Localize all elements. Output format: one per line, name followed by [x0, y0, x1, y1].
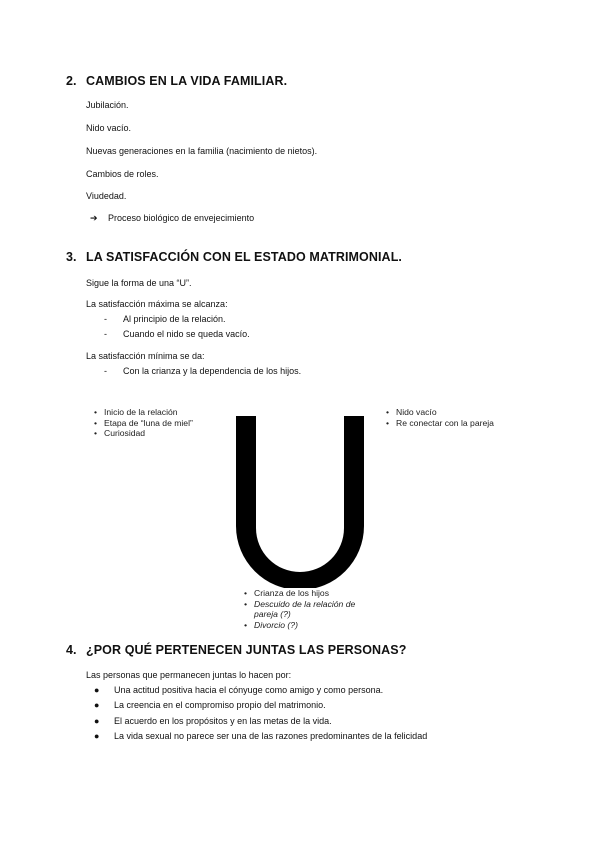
max-satisfaction-label: La satisfacción máxima se alcanza: — [86, 299, 228, 309]
section-4-intro: Las personas que permanecen juntas lo hacen por: — [86, 670, 292, 680]
bullet-marker: ● — [94, 685, 100, 695]
list-item: Jubilación. — [86, 100, 129, 110]
figure-text: Descuido de la relación de — [254, 599, 356, 609]
figure-bottom-item — [244, 588, 329, 598]
list-item-text: Con la crianza y la dependencia de los hijos. — [123, 366, 302, 376]
bullet-marker: ● — [94, 700, 100, 710]
list-item-text: Cuando el nido se queda vacío. — [123, 329, 250, 339]
bullet-marker: • — [94, 428, 98, 438]
list-item-text: Al principio de la relación. — [123, 314, 226, 324]
bullet-marker: • — [244, 588, 248, 598]
figure-bottom-item — [244, 620, 298, 630]
figure-right-item — [386, 407, 437, 417]
list-item — [104, 365, 301, 377]
section-2-title: CAMBIOS EN LA VIDA FAMILIAR. — [86, 74, 288, 88]
figure-bottom-continuation: pareja (?) — [254, 609, 291, 619]
bullet-marker: • — [386, 407, 390, 417]
bullet-marker: ● — [94, 731, 100, 741]
list-item: Nuevas generaciones en la familia (nacimiento de nietos). — [86, 146, 318, 156]
dash-marker: - — [104, 366, 107, 376]
dash-marker: - — [104, 314, 107, 324]
min-satisfaction-label: La satisfacción mínima se da: — [86, 351, 205, 361]
list-item-text: La creencia en el compromiso propio del matrimonio. — [114, 700, 326, 710]
list-item-text: La vida sexual no parece ser una de las razones predominantes de la felicidad — [114, 731, 428, 741]
figure-text: Nido vacío — [396, 407, 437, 417]
section-4-title: ¿POR QUÉ PERTENECEN JUNTAS LAS PERSONAS? — [86, 643, 407, 657]
list-item — [94, 684, 383, 696]
figure-left-item — [94, 428, 145, 438]
figure-left-item — [94, 418, 193, 428]
bullet-marker: ● — [94, 716, 100, 726]
u-shape-graphic — [236, 416, 364, 588]
dash-marker: - — [104, 329, 107, 339]
u-shape-path — [236, 416, 364, 588]
figure-left-item — [94, 407, 178, 417]
list-item — [94, 715, 332, 727]
list-item: Cambios de roles. — [86, 169, 159, 179]
arrow-note-text: Proceso biológico de envejecimiento — [108, 213, 255, 223]
bullet-marker: • — [244, 620, 248, 630]
list-item — [104, 328, 250, 340]
bullet-marker: • — [386, 418, 390, 428]
section-4-heading — [66, 643, 406, 657]
figure-right-item — [386, 418, 494, 428]
bullet-marker: • — [244, 599, 248, 609]
figure-bottom-item — [244, 599, 355, 609]
bullet-marker: • — [94, 407, 98, 417]
section-2-number: 2. — [66, 74, 77, 88]
list-item: Nido vacío. — [86, 123, 132, 133]
section-3-heading — [66, 250, 402, 264]
list-item — [104, 313, 226, 325]
figure-text: Crianza de los hijos — [254, 588, 329, 598]
arrow-right-icon: ➔ — [90, 213, 98, 223]
figure-text: Etapa de “luna de miel” — [104, 418, 193, 428]
section-3-number: 3. — [66, 250, 77, 264]
section-4-number: 4. — [66, 643, 77, 657]
section-3-title: LA SATISFACCIÓN CON EL ESTADO MATRIMONIAL. — [86, 250, 402, 264]
bullet-marker: • — [94, 418, 98, 428]
list-item-text: El acuerdo en los propósitos y en las metas de la vida. — [114, 716, 332, 726]
list-item-text: Una actitud positiva hacia el cónyuge como amigo y como persona. — [114, 685, 384, 695]
section-3-intro: Sigue la forma de una “U”. — [86, 278, 192, 288]
figure-text: Divorcio (?) — [254, 620, 298, 630]
list-item — [94, 699, 326, 711]
figure-text: Re conectar con la pareja — [396, 418, 494, 428]
figure-text: Inicio de la relación — [104, 407, 178, 417]
list-item: Viudedad. — [86, 191, 127, 201]
section-2-heading — [66, 74, 287, 88]
list-item — [94, 730, 427, 742]
figure-text: Curiosidad — [104, 428, 146, 438]
arrow-note — [90, 212, 254, 224]
